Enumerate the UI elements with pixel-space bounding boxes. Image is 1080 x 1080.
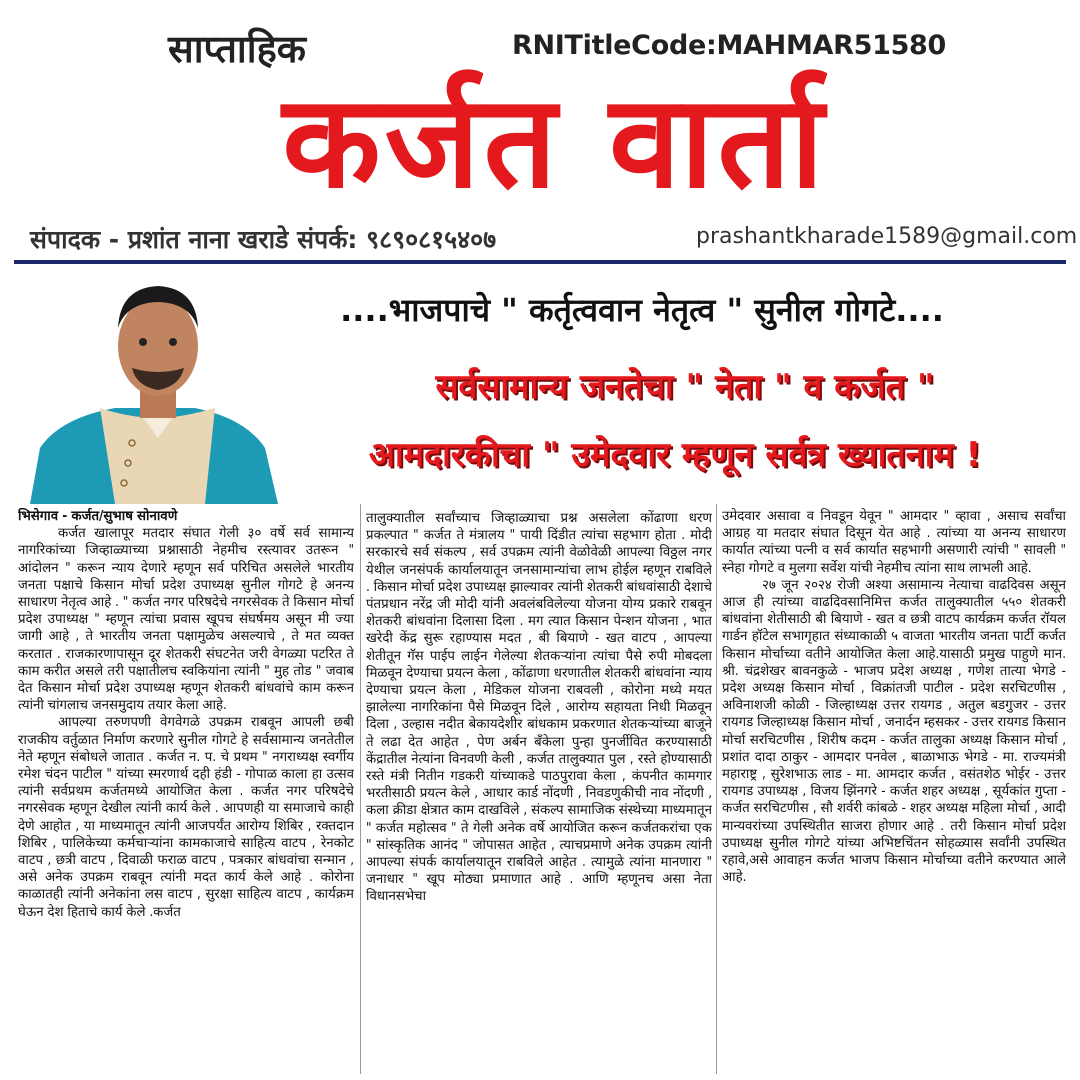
article-dateline: भिसेगाव - कर्जत/सुभाष सोनावणे xyxy=(18,509,178,524)
column-divider xyxy=(360,504,361,1074)
rni-code: RNITitleCode:MAHMAR51580 xyxy=(512,30,947,61)
article-paragraph: आपल्या तरुणपणी वेगवेगळे उपक्रम राबवून आपली छबी राजकीय वर्तुळात निर्माण करणारे सुनील गोगटे हे सर्वसामान्य जनतेतील नेते म्हणून संबोधले जातात . कर्जत न. प. चे प्रथम " नगराध्यक्ष स्वर्गीय रमेश चंदन पाटील " यांच्या स्मरणार्थ दही हंडी - गोपाळ काला हा उत्सव त्यांनी सर्वप्रथम कर्जतमध्ये आयोजित केला . कर्जत नगर परिषदेचे नगरसेवक म्हणून देखील त्यांनी कार्य केले . आपणही या समाजाचे काही देणे आहोत , या माध्यमातून त्यांनी आजपर्यंत आरोग्य शिबिर , रक्तदान शिबिर , पालिकेच्या कर्मचाऱ्यांना कामकाजाचे साहित्य वाटप , रेनकोट वाटप , छत्री वाटप , दिवाळी फराळ वाटप , पत्रकार बांधवांचा सन्मान , असे अनेक उपक्रम राबवून त्यांनी मदत कार्य केले आहे . कोरोना काळातही त्यांनी अनेकांना लस वाटप , सुरक्षा साहित्य वाटप , कार्यक्रम घेऊन देश हिताचे कार्य केले .कर्जत xyxy=(18,715,354,920)
article-paragraph: उमेदवार असावा व निवडून येवून " आमदार " व्हावा , असाच सर्वांचा आग्रह या मतदार संघात दिसून येत आहे . त्यांच्या या अनन्य साधारण कार्यात त्यांच्या पत्नी व सर्व कार्यात सहभागी असणारी त्यांची " सावली " स्नेहा गोगटे व मुलगा सर्वेश यांची नेहमीच त्यांना साथ लाभली आहे. xyxy=(722,509,1066,576)
article-headline: ....भाजपाचे " कर्तृत्ववान नेतृत्व " सुनील गोगटे.... xyxy=(340,291,944,329)
article-paragraph: कर्जत खालापूर मतदार संघात गेली ३० वर्षे सर्व सामान्य नागरिकांच्या जिव्हाळ्याच्या प्रश्नासाठी नेहमीच रस्त्यावर उतरून " आंदोलन " करून न्याय देणारे म्हणून सर्व परिचित असलेले भारतीय जनता पक्षाचे किसान मोर्चा प्रदेश उपाध्यक्ष सुनील गोगटे हे अनन्य साधारण नेतृत्व आहे . " कर्जत नगर परिषदेचे नगरसेवक ते किसान मोर्चा प्रदेश उपाध्यक्ष " म्हणून त्यांचा प्रवास खूपच संघर्षमय असून मी ज्या जागी आहे , ते भारतीय जनता पक्षामुळेच असल्याचे , ते मत व्यक्त करतात . राजकारणापासून दूर शेतकरी संघटनेत जरी वेगळ्या पटरित ते काम करीत असले तरी पक्षातीलच स्वकियांना त्यांनी " मुह तोड " जवाब देत किसान मोर्चा प्रदेश उपाध्यक्ष म्हणून शेतकरी बांधवांचे काम करून त्यांनी चांगलाच जनसमुदाय तयार केला आहे. xyxy=(18,526,354,714)
article-paragraph: तालुक्यातील सर्वांच्याच जिव्हाळ्याचा प्रश्न असलेला कोंढाणा धरण प्रकल्पात " कर्जत ते मंत्रालय " पायी दिंडीत त्यांचा सहभाग होता . मोदी सरकारचे सर्व संकल्प , सर्व उपक्रम त्यांनी वेळोवेळी आपल्या विठ्ठल नगर येथील जनसंपर्क कार्यालयातून जनसामान्यांचा लाभ होईल म्हणून राबविले . किसान मोर्चा प्रदेश उपाध्यक्ष झाल्यावर त्यांनी शेतकरी बांधवांसाठी देशाचे पंतप्रधान नरेंद्र जी मोदी यांनी अवलंबविलेल्या योजना योग्य प्रकारे राबवून शेतकरी बांधवांना दिलासा दिला . मग त्यात किसान पेन्शन योजना , भात खरेदी केंद्र सुरू रहाण्यास मदत , बी बियाणे - खत वाटप , आपल्या शेतीतून गॅस पाईप लाईन गेलेल्या शेतकऱ्यांना त्यांचा पैसे रुपी मोबदला मिळवून देण्याचा प्रयत्न केला , कोंढाणा धरणातील शेतकरी बांधवांना न्याय देण्याचा प्रयत्न केला , मेडिकल योजना राबवली , कोरोना मध्ये मयत झालेल्या नागरिकांना पैसे मिळवून दिले , आरोग्य सहायता निधी मिळवून दिला , उल्हास नदीत बेकायदेशीर बांधकाम प्रकरणात शेतकऱ्यांच्या बाजूने ते लढा देत आहेत , पेण अर्बन बँकेला पुन्हा पुनर्जीवित करण्यासाठी केंद्रातील नेत्यांना विनवणी केली , कर्जत तालुक्यात पुल , रस्ते होण्यासाठी रस्ते मंत्री नितीन गडकरी यांच्याकडे पाठपुरावा केला , कंपनीत कामगार भरतीसाठी प्रयत्न केले , आधार कार्ड नोंदणी , निवडणुकीची नाव नोंदणी , कला क्रीडा क्षेत्रात काम दाखविले , संकल्प सामाजिक संस्थेच्या माध्यमातून " कर्जत महोत्सव " ते गेली अनेक वर्षे आयोजित करून कर्जतकरांचा एक " सांस्कृतिक आनंद " जोपासत आहेत , त्याचप्रमाणे अनेक उपक्रम त्यांनी आपल्या संपर्क कार्यालयातून राबविले आहेत . त्यामुळे त्यांना मानणारा " जनाधार " खूप मोठ्या प्रमाणात आहे . आणि म्हणूनच असा नेता विधानसभेचा xyxy=(366,511,712,905)
article-paragraph: २७ जून २०२४ रोजी अश्या असामान्य नेत्याचा वाढदिवस असून आज ही त्यांच्या वाढदिवसानिमित्त कर्जत तालुक्यातील ५५० शेतकरी बांधवांना शेतीसाठी बी बियाणे - खत व छत्री वाटप कार्यक्रम कर्जत रॉयल गार्डन हॉटेल सभागृहात संध्याकाळी ५ वाजता भारतीय जनता पार्टी कर्जत किसान मोर्चाच्या वतीने आयोजित केला आहे.यासाठी प्रमुख पाहुणे मान. श्री. चंद्रशेखर बावनकुळे - भाजप प्रदेश अध्यक्ष , गणेश तात्या भेगडे - प्रदेश अध्यक्ष किसान मोर्चा , विक्रांतजी पाटील - प्रदेश सरचिटणीस , अविनाशजी कोळी - जिल्हाध्यक्ष उत्तर रायगड , अतुल बडगुजर - उत्तर रायगड जिल्हाध्यक्ष किसान मोर्चा , जनार्दन म्हसकर - उत्तर रायगड किसान मोर्चा सरचिटणीस , शिरीष कदम - कर्जत तालुका अध्यक्ष किसान मोर्चा , प्रशांत दादा ठाकुर - आमदार पनवेल , बाळाभाऊ भेगडे - मा. राज्यमंत्री महाराष्ट्र , सुरेशभाऊ लाड - मा. आमदार कर्जत , वसंतशेठ भोईर - उत्तर रायगड उपाध्यक्ष , विजय झिंनगरे - कर्जत शहर अध्यक्ष , सूर्यकांत गुप्ता - कर्जत सरचिटणीस , सौ शर्वरी कांबळे - शहर अध्यक्ष महिला मोर्चा , आदी मान्यवरांच्या उपस्थितीत साजरा होणार आहे . तरी किसान मोर्चा प्रदेश उपाध्यक्ष सुनील गोगटे यांच्या अभिष्टचिंतन सोहळ्यास सर्वांनी उपस्थित रहावे,असे आवाहन कर्जत भाजप किसान मोर्चाच्या वतीने करण्यात आले आहे. xyxy=(722,577,1066,886)
editor-line: संपादक - प्रशांत नाना खराडे संपर्क: ९८९०८१५४०७ xyxy=(30,225,497,254)
article-column-2 xyxy=(366,510,712,1076)
article-subheadline-2: आमदारकीचा " उमेदवार म्हणून सर्वत्र ख्यातनाम ! xyxy=(368,435,982,475)
column-divider xyxy=(716,504,717,1074)
editor-email[interactable]: prashantkharade1589@gmail.com xyxy=(696,224,1078,249)
masthead-title: कर्जत वार्ता xyxy=(282,67,828,217)
article-column-3 xyxy=(722,508,1066,1074)
article-column-1 xyxy=(18,508,354,1074)
article-subheadline-1: सर्वसामान्य जनतेचा " नेता " व कर्जत " xyxy=(435,367,935,407)
header-divider xyxy=(14,260,1066,264)
weekly-label: साप्ताहिक xyxy=(168,27,306,71)
